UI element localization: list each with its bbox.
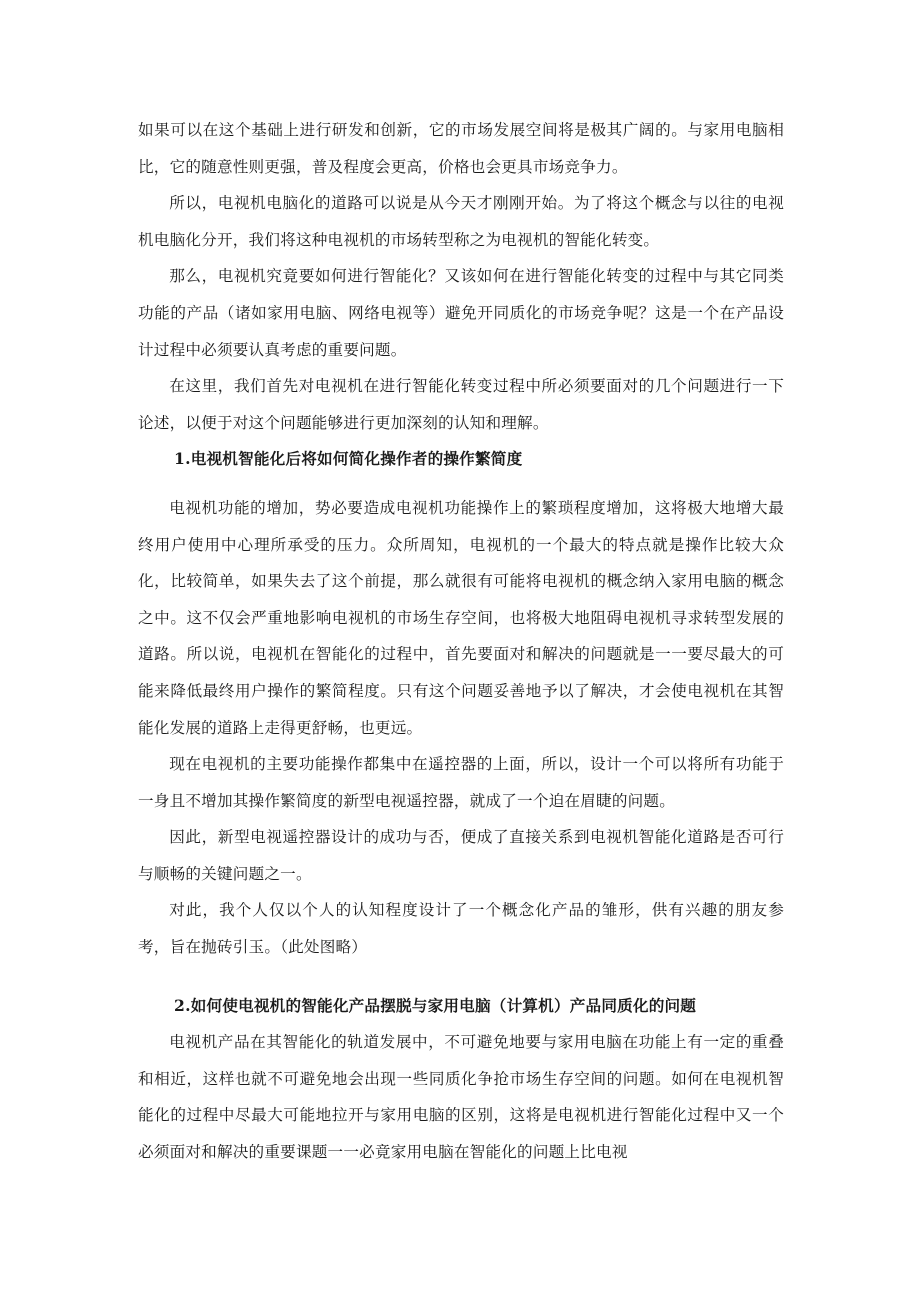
paragraph: 电视机功能的增加，势必要造成电视机功能操作上的繁琐程度增加，这将极大地增大最终用户使用中心理所承受的压力。众所周知，电视机的一个最大的特点就是操作比较大众化，比较简单，如果失去了这个前提，那么就很有可能将电视机的概念纳入家用电脑的概念之中。这不仅会严重地影响电视机的市场生存空间，也将极大地阻碍电视机寻求转型发展的道路。所以说，电视机在智能化的过程中，首先要面对和解决的问题就是一一要尽最大的可能来降低最终用户操作的繁简程度。只有这个问题妥善地予以了解决，才会使电视机在其智能化发展的道路上走得更舒畅，也更远。: [138, 498, 784, 737]
paragraph: 现在电视机的主要功能操作都集中在遥控器的上面，所以，设计一个可以将所有功能于一身且不增加其操作繁简度的新型电视遥控器，就成了一个迫在眉睫的问题。: [138, 755, 784, 810]
section-heading-2: [138, 988, 784, 1025]
paragraph-continuation: 如果可以在这个基础上进行研发和创新，它的市场发展空间将是极其广阔的。与家用电脑相比，它的随意性则更强，普及程度会更高，价格也会更具市场竞争力。: [138, 121, 784, 176]
section-number: 2: [174, 995, 186, 1015]
document-body: [138, 112, 784, 1171]
paragraph: 因此，新型电视遥控器设计的成功与否，便成了直接关系到电视机智能化道路是否可行与顺畅的关键问题之一。: [138, 828, 784, 883]
section-heading-1: [138, 441, 784, 478]
paragraph: 在这里，我们首先对电视机在进行智能化转变过程中所必须要面对的几个问题进行一下论述，以便于对这个问题能够进行更加深刻的认知和理解。: [138, 377, 784, 432]
section-title: .如何使电视机的智能化产品摆脱与家用电脑（计算机）产品同质化的问题: [185, 995, 697, 1015]
paragraph: 电视机产品在其智能化的轨道发展中，不可避免地要与家用电脑在功能上有一定的重叠和相近，这样也就不可避免地会出现一些同质化争抢市场生存空间的问题。如何在电视机智能化的过程中尽最大可能地拉开与家用电脑的区别，这将是电视机进行智能化过程中又一个必须面对和解决的重要课题一一必竟家用电脑在智能化的问题上比电视: [138, 1033, 784, 1162]
section-title: .电视机智能化后将如何简化操作者的操作繁简度: [185, 449, 523, 469]
section-number: 1: [174, 449, 186, 469]
spacer: [138, 478, 784, 490]
paragraph: 所以，电视机电脑化的道路可以说是从今天才刚刚开始。为了将这个概念与以往的电视机电脑化分开，我们将这种电视机的市场转型称之为电视机的智能化转变。: [138, 194, 784, 249]
paragraph: 那么，电视机究竟要如何进行智能化？又该如何在进行智能化转变的过程中与其它同类功能的产品（诸如家用电脑、网络电视等）避免开同质化的市场竞争呢？这是一个在产品设计过程中必须要认真考虑的重要问题。: [138, 267, 784, 359]
spacer: [138, 966, 784, 988]
paragraph: 对此，我个人仅以个人的认知程度设计了一个概念化产品的雏形，供有兴趣的朋友参考，旨在抛砖引玉。（此处图略）: [138, 901, 784, 957]
